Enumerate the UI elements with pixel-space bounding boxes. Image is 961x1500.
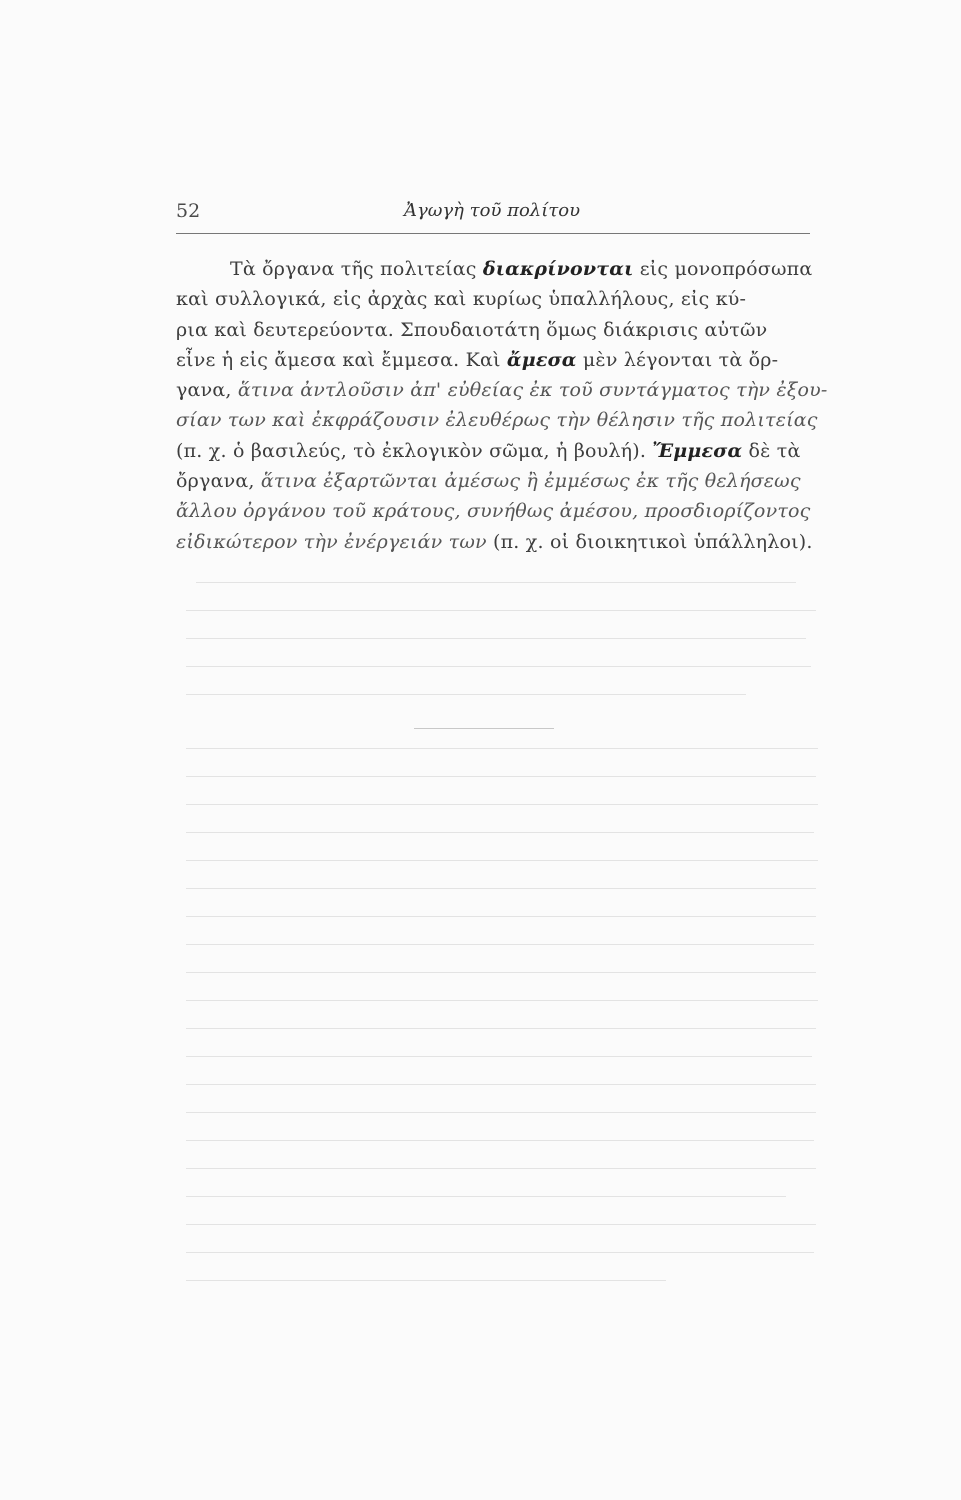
show-through-line xyxy=(186,638,806,639)
show-through-line xyxy=(186,888,816,889)
show-through-line xyxy=(186,610,816,611)
show-through-line xyxy=(186,694,746,695)
show-through-line xyxy=(186,944,814,945)
page-header xyxy=(176,198,808,228)
italic-text: εἰδικώτερον τὴν ἐνέργειάν των xyxy=(176,530,487,553)
italic-text: ἄλλου ὀργάνου τοῦ κράτους, συνήθως ἀμέσου, προσδιορίζοντος xyxy=(176,500,811,523)
running-title: Ἀγωγὴ τοῦ πολίτου xyxy=(403,200,581,221)
show-through-line xyxy=(186,860,818,861)
text-line: ρια καὶ δευτερεύοντα. Σπουδαιοτάτη ὅμως διάκρισις αὐτῶν xyxy=(176,318,768,341)
show-through-line xyxy=(186,1140,814,1141)
text-line: εἰδικώτερον τὴν ἐνέργειάν των (π. χ. οἱ διοικητικοὶ ὑπάλληλοι). xyxy=(176,530,813,553)
show-through-line xyxy=(186,972,816,973)
show-through-line xyxy=(186,1252,814,1253)
main-paragraph xyxy=(176,254,828,557)
text-line: γανα, ἅτινα ἀντλοῦσιν ἀπ' εὐθείας ἐκ τοῦ συντάγματος τὴν ἐξου- xyxy=(176,379,828,402)
show-through-line xyxy=(186,1168,816,1169)
show-through-line xyxy=(186,1196,786,1197)
show-through-line xyxy=(186,1224,816,1225)
show-through-rule xyxy=(414,728,554,729)
page-number: 52 xyxy=(176,200,201,222)
show-through-line xyxy=(186,666,811,667)
show-through-line xyxy=(186,1056,812,1057)
emphasized-term: Ἔμμεσα xyxy=(652,439,743,462)
text-line: εἶνε ἡ εἰς ἄμεσα καὶ ἔμμεσα. Καὶ ἄμεσα μὲν λέγονται τὰ ὄρ- xyxy=(176,348,779,371)
show-through-line xyxy=(186,804,818,805)
show-through-line xyxy=(186,776,816,777)
show-through-line xyxy=(186,832,814,833)
text-line: ὄργανα, ἅτινα ἐξαρτῶνται ἀμέσως ἢ ἐμμέσως ἐκ τῆς θελήσεως xyxy=(176,470,801,493)
show-through-line xyxy=(186,1028,816,1029)
show-through-line xyxy=(196,582,796,583)
show-through-line xyxy=(186,748,818,749)
show-through-line xyxy=(186,1112,816,1113)
show-through-line xyxy=(186,1280,666,1281)
text-line: (π. χ. ὁ βασιλεύς, τὸ ἐκλογικὸν σῶμα, ἡ βουλή). Ἔμμεσα δὲ τὰ xyxy=(176,439,801,462)
italic-text: σίαν των καὶ ἐκφράζουσιν ἐλευθέρως τὴν θέλησιν τῆς πολιτείας xyxy=(176,409,818,432)
text-line: Τὰ ὄργανα τῆς πολιτείας διακρίνονται εἰς μονοπρόσωπα xyxy=(230,258,813,280)
header-rule xyxy=(176,233,810,234)
text-line xyxy=(176,496,818,526)
emphasized-term: διακρίνονται xyxy=(482,258,634,280)
show-through-line xyxy=(186,916,816,917)
text-line xyxy=(176,405,818,435)
italic-text: ἅτινα ἐξαρτῶνται ἀμέσως ἢ ἐμμέσως ἐκ τῆς θελήσεως xyxy=(260,470,801,493)
italic-text: ἅτινα ἀντλοῦσιν ἀπ' εὐθείας ἐκ τοῦ συντάγματος τὴν ἐξου- xyxy=(237,379,828,402)
show-through-line xyxy=(186,1000,818,1001)
text-line: καὶ συλλογικά, εἰς ἀρχὰς καὶ κυρίως ὑπαλλήλους, εἰς κύ- xyxy=(176,288,747,311)
show-through-line xyxy=(186,1084,816,1085)
emphasized-term: ἄμεσα xyxy=(506,348,577,371)
